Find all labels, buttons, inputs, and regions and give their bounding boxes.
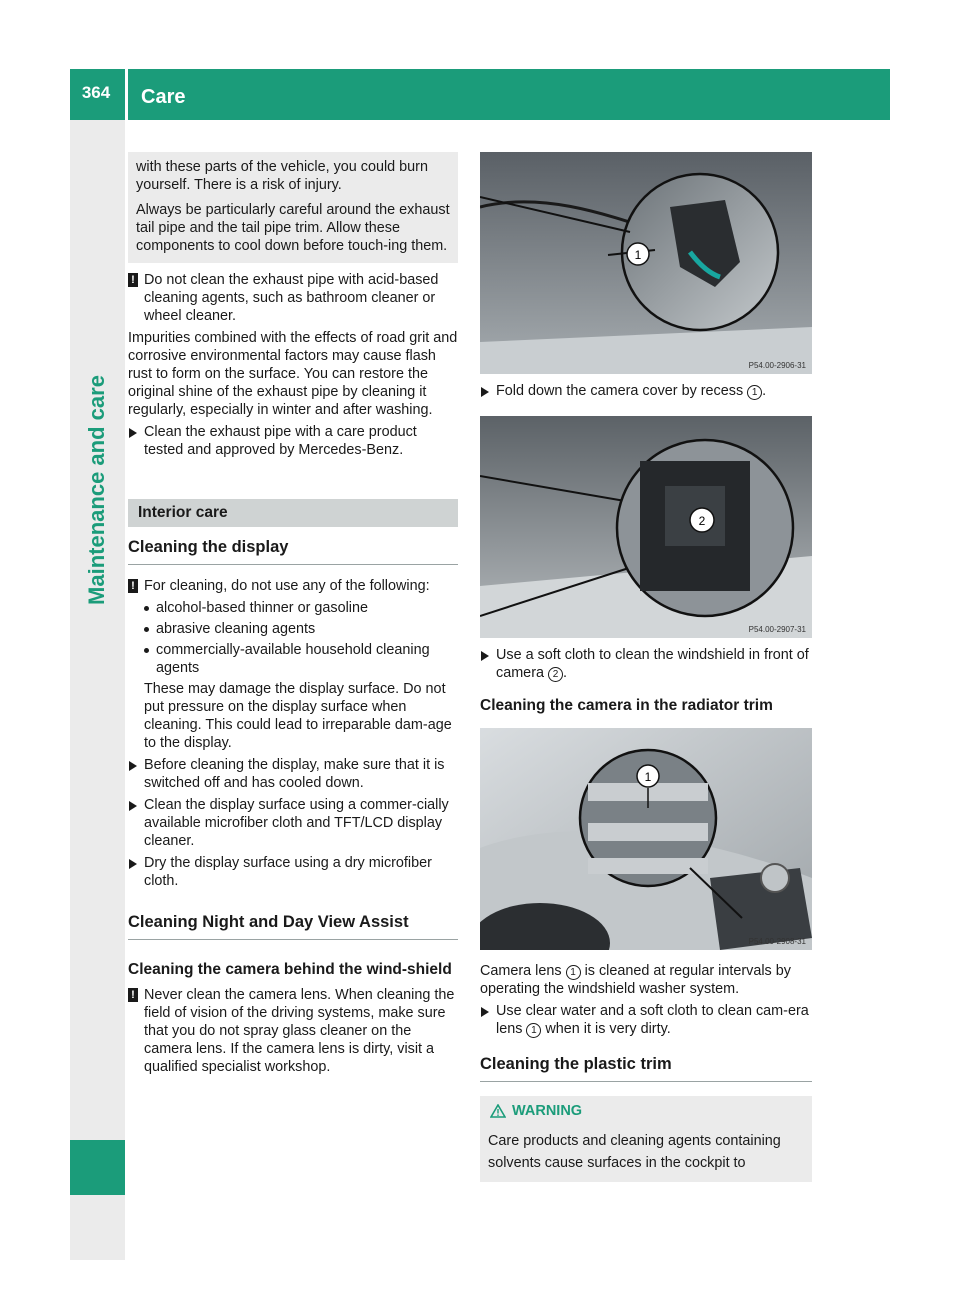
image-code: P54.00-2906-31 (748, 361, 806, 370)
step-text: Clean the display surface using a commer-cially available microfiber cloth and TFT/LCD display cleaner. (144, 797, 449, 849)
notice-text: Do not clean the exhaust pipe with acid-based cleaning agents, such as bathroom cleaner or wheel cleaner. (144, 272, 439, 324)
step-arrow-icon (129, 801, 137, 811)
step-text: Use clear water and a soft cloth to clean cam-era lens (496, 1003, 809, 1037)
notice-camera (128, 986, 458, 1076)
step-arrow-icon (129, 428, 137, 438)
damage-text: These may damage the display surface. Do not put pressure on the display surface when cleaning. This could lead to irreparable dam-age to the display. (144, 681, 452, 751)
exhaust-paragraph: Impurities combined with the effects of road grit and corrosive environmental factors may cause flash rust to form on the surface. You can restore the original shine of the exhaust pipe by cleaning it regularly, especially in winter and after washing. (128, 330, 458, 418)
header-bar (70, 69, 890, 120)
step-arrow-icon (481, 387, 489, 397)
list-item-text: alcohol-based thinner or gasoline (156, 600, 369, 616)
callout-1-icon: 1 (526, 1023, 541, 1038)
notice-icon: ! (128, 988, 138, 1002)
image-code: P54.00-2908-31 (748, 937, 806, 946)
warning-text-1: with these parts of the vehicle, you could burn yourself. There is a risk of injury. (136, 159, 428, 193)
callout-2: 2 (698, 514, 706, 528)
step-display-off (128, 756, 458, 792)
radiator-camera-image (480, 728, 812, 950)
step-text-end: when it is very dirty. (541, 1021, 671, 1037)
heading-night-view: Cleaning Night and Day View Assist (128, 912, 458, 940)
camera-lens-paragraph (480, 962, 812, 998)
step-text: Clean the exhaust pipe with a care product tested and approved by Mercedes-Benz. (144, 424, 417, 458)
page-number: 364 (81, 83, 111, 102)
heading-plastic-trim: Cleaning the plastic trim (480, 1054, 812, 1082)
notice-exhaust (128, 271, 458, 325)
step-text-end: . (762, 383, 767, 399)
warning-title (488, 1102, 804, 1120)
list-item (128, 620, 458, 638)
warning-triangle-icon (490, 1104, 506, 1118)
step-soft-cloth (480, 646, 812, 682)
step-display-dry (128, 854, 458, 890)
camera-lens-text-end: is cleaned at regular intervals by operating the windshield washer system. (480, 963, 791, 997)
step-text: Dry the display surface using a dry microfiber cloth. (144, 855, 432, 889)
windshield-camera-image (480, 416, 812, 638)
step-arrow-icon (481, 651, 489, 661)
warning-text-2: Always be particularly careful around the exhaust tail pipe and the tail pipe trim. Allow these components to cool down before touch-ing them. (136, 202, 450, 254)
side-tab (70, 120, 125, 1260)
subsection-interior-care: Interior care (128, 499, 458, 527)
list-item (128, 599, 458, 617)
step-arrow-icon (129, 761, 137, 771)
right-column (480, 152, 812, 1182)
header-divider (125, 69, 128, 120)
notice-icon: ! (128, 273, 138, 287)
heading-cleaning-display: Cleaning the display (128, 537, 458, 565)
step-arrow-icon (481, 1007, 489, 1017)
bullet-icon (144, 627, 149, 632)
list-item-text: abrasive cleaning agents (156, 621, 316, 637)
step-clear-water (480, 1002, 812, 1038)
warning-box (480, 1096, 812, 1182)
left-column (128, 152, 458, 1080)
notice-text: For cleaning, do not use any of the following: (144, 578, 430, 594)
step-fold-cover (480, 382, 812, 400)
callout-1-icon: 1 (566, 965, 581, 980)
warning-text: Care products and cleaning agents containing solvents cause surfaces in the cockpit to (488, 1133, 781, 1171)
camera-lens-text: Camera lens (480, 963, 566, 979)
step-display-clean (128, 796, 458, 850)
callout-1-icon: 1 (747, 385, 762, 400)
section-title: Care (141, 86, 186, 108)
warning-title-text: WARNING (512, 1103, 583, 1119)
step-text: Fold down the camera cover by recess (496, 383, 748, 399)
step-text: Before cleaning the display, make sure that it is switched off and has cooled down. (144, 757, 445, 791)
notice-text: Never clean the camera lens. When cleaning the field of vision of the driving systems, make sure that you do not spray glass cleaner on the camera lens. If the camera lens is dirty, visit a qualified specialist workshop. (144, 987, 455, 1075)
notice-icon: ! (128, 579, 138, 593)
callout-2-icon: 2 (548, 667, 563, 682)
list-item-text: commercially-available household cleaning agents (156, 642, 430, 676)
step-clean-exhaust (128, 423, 458, 459)
callout-1: 1 (634, 248, 642, 262)
list-item (128, 641, 458, 677)
side-tab-marker (70, 1140, 125, 1195)
bullet-icon (144, 606, 149, 611)
callout-1: 1 (644, 770, 652, 784)
step-text-end: . (562, 665, 567, 681)
notice-display (128, 577, 458, 595)
step-arrow-icon (129, 859, 137, 869)
heading-camera-windshield: Cleaning the camera behind the wind-shield (128, 961, 452, 978)
image-code: P54.00-2907-31 (748, 625, 806, 634)
step-text: Use a soft cloth to clean the windshield in front of camera (496, 647, 809, 681)
side-tab-label: Maintenance and care (84, 375, 109, 605)
camera-cover-image (480, 152, 812, 374)
warning-continuation-box (128, 152, 458, 263)
bullet-icon (144, 648, 149, 653)
heading-radiator-camera: Cleaning the camera in the radiator trim (480, 697, 773, 714)
